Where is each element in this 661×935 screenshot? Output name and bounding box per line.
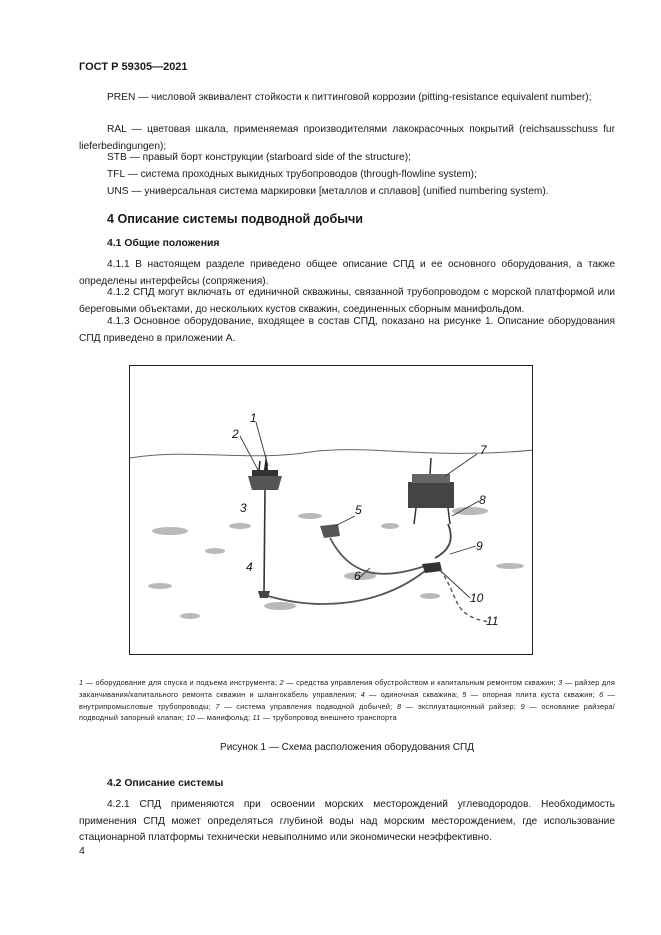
riser-3 xyxy=(264,490,265,593)
infield-flowline xyxy=(330,538,425,574)
standard-header: ГОСТ Р 59305—2021 xyxy=(79,61,188,73)
section-4-title: 4 Описание системы подводной добычи xyxy=(107,212,364,226)
abbr-pren: PREN — числовой эквивалент стойкости к питтинговой коррозии (pitting-resistance equivalent number); xyxy=(107,92,592,103)
abbr-uns: UNS — универсальная система маркировки [металлов и сплавов] (unified numbering system). xyxy=(107,186,549,197)
fig-label-3: 3 xyxy=(240,501,247,515)
production-platform xyxy=(408,458,454,524)
fig-label-9: 9 xyxy=(476,539,483,553)
para-4-2-1: 4.2.1 СПД применяются при освоении морских месторождений углеводородов. Необходимость применения СПД может определяться глубиной воды над морским месторождением, где использование стационарной платформы технически невыполнимо или экономически неэффективно. xyxy=(79,799,615,843)
fig-label-6: 6 xyxy=(354,569,361,583)
legend-item: 2 — средства управления обустройством и капитальным ремонтом скважин; xyxy=(279,678,559,687)
legend-item: 10 — манифольд; xyxy=(186,713,253,723)
fig-label-11: 11 xyxy=(486,614,499,628)
legend-item: 1 — оборудование для спуска и подъема инструмента; xyxy=(79,678,280,687)
para-4-1-3: 4.1.3 Основное оборудование, входящее в состав СПД, показано на рисунке 1. Описание оборудования СПД приведено в приложении А. xyxy=(79,316,615,344)
fig-label-8: 8 xyxy=(479,493,486,507)
manifold xyxy=(422,562,442,573)
seabed-texture xyxy=(148,507,524,619)
abbr-tfl: TFL — система проходных выкидных трубопроводов (through-flowline system); xyxy=(107,169,477,180)
page-number: 4 xyxy=(79,845,85,857)
para-4-1-2: 4.1.2 СПД могут включать от единичной скважины, связанной трубопроводом с морской платформой или береговыми объектами, до нескольких кустов скважин, соединенных сборным манифольдом. xyxy=(79,287,615,315)
legend-item: 5 — опорная плита куста скважин; xyxy=(462,689,600,699)
legend-item: 9 — основание райзера/подводный запорный клапан; xyxy=(79,701,616,723)
legend-item: 3 — райзер для заканчивания/капитального ремонта скважин и шлангокабель управления; xyxy=(79,678,615,699)
fig-label-4: 4 xyxy=(246,560,253,574)
figure-1-diagram xyxy=(129,365,533,655)
fig-label-10: 10 xyxy=(470,591,484,605)
fig-label-5: 5 xyxy=(355,503,362,517)
fig-label-7: 7 xyxy=(480,443,487,457)
legend-item: 7 — система управления подводной добычей; xyxy=(215,701,397,711)
section-4-1-title: 4.1 Общие положения xyxy=(107,238,220,249)
para-4-1-1: 4.1.1 В настоящем разделе приведено общее описание СПД и ее основного оборудования, а также определены интерфейсы (сопряжения). xyxy=(79,259,615,287)
figure-legend xyxy=(79,677,615,724)
workover-platform xyxy=(248,454,282,490)
production-riser xyxy=(435,524,451,558)
figure-caption: Рисунок 1 — Схема расположения оборудования СПД xyxy=(220,742,474,753)
legend-item: 6 — внутрипромысловые трубопроводы; xyxy=(79,689,615,711)
abbr-ral: RAL — цветовая шкала, применяемая производителями лакокрасочных покрытий (reichsausschuss fur lieferbedingungen); xyxy=(79,124,615,152)
template-5 xyxy=(320,524,340,538)
section-4-2-title: 4.2 Описание системы xyxy=(107,778,224,789)
fig-label-1: 1 xyxy=(250,411,257,425)
legend-item: 8 — эксплуатационный райзер; xyxy=(396,701,521,711)
legend-item: 4 — одиночная скважина; xyxy=(360,689,463,699)
abbr-stb: STB — правый борт конструкции (starboard side of the structure); xyxy=(107,152,411,163)
fig-label-2: 2 xyxy=(232,427,239,441)
legend-item: 11 — трубопровод внешнего транспорта xyxy=(252,713,397,723)
